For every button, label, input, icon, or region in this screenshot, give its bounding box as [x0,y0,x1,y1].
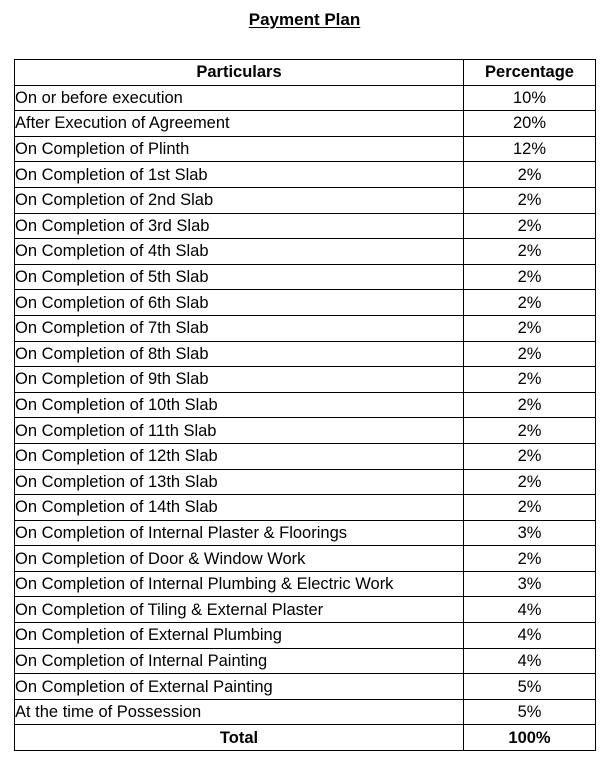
percentage-cell: 2% [464,315,596,341]
particular-cell: On Completion of Door & Window Work [15,546,464,572]
particular-cell: On Completion of 12th Slab [15,443,464,469]
percentage-cell: 2% [464,264,596,290]
table-row [15,264,596,290]
table-row [15,111,596,137]
particular-cell: On Completion of External Painting [15,674,464,700]
particular-cell: On Completion of Tiling & External Plaster [15,597,464,623]
table-row [15,290,596,316]
percentage-cell: 2% [464,469,596,495]
percentage-cell: 5% [464,699,596,725]
table-header-row [15,60,596,86]
percentage-cell: 2% [464,162,596,188]
table-row [15,239,596,265]
percentage-cell: 2% [464,392,596,418]
particular-cell: On Completion of 14th Slab [15,495,464,521]
total-percentage: 100% [464,725,596,751]
percentage-cell: 12% [464,136,596,162]
table-row [15,418,596,444]
table-row [15,623,596,649]
particular-cell: On Completion of 3rd Slab [15,213,464,239]
particular-cell: On Completion of Plinth [15,136,464,162]
table-row [15,367,596,393]
table-row [15,136,596,162]
particular-cell: On or before execution [15,85,464,111]
total-label: Total [15,725,464,751]
particular-cell: On Completion of 2nd Slab [15,187,464,213]
particular-cell: After Execution of Agreement [15,111,464,137]
particular-cell: On Completion of 13th Slab [15,469,464,495]
particular-cell: On Completion of External Plumbing [15,623,464,649]
payment-plan-table [14,59,596,751]
table-row [15,443,596,469]
header-particulars: Particulars [15,60,464,86]
percentage-cell: 2% [464,443,596,469]
particular-cell: On Completion of 7th Slab [15,315,464,341]
percentage-cell: 2% [464,367,596,393]
percentage-cell: 2% [464,546,596,572]
percentage-cell: 4% [464,623,596,649]
table-row [15,213,596,239]
table-row [15,495,596,521]
percentage-cell: 3% [464,520,596,546]
percentage-cell: 2% [464,213,596,239]
table-row [15,162,596,188]
table-row [15,392,596,418]
table-row [15,571,596,597]
table-row [15,699,596,725]
table-row [15,341,596,367]
percentage-cell: 5% [464,674,596,700]
percentage-cell: 10% [464,85,596,111]
percentage-cell: 2% [464,495,596,521]
table-row [15,648,596,674]
table-row [15,597,596,623]
particular-cell: On Completion of 10th Slab [15,392,464,418]
percentage-cell: 2% [464,341,596,367]
table-row [15,315,596,341]
percentage-cell: 2% [464,290,596,316]
percentage-cell: 2% [464,418,596,444]
header-percentage: Percentage [464,60,596,86]
table-body [15,85,596,725]
particular-cell: On Completion of 4th Slab [15,239,464,265]
particular-cell: On Completion of 1st Slab [15,162,464,188]
percentage-cell: 20% [464,111,596,137]
table-row [15,85,596,111]
total-row [15,725,596,751]
particular-cell: On Completion of 8th Slab [15,341,464,367]
table-row [15,187,596,213]
particular-cell: On Completion of 5th Slab [15,264,464,290]
table-row [15,546,596,572]
percentage-cell: 2% [464,187,596,213]
percentage-cell: 4% [464,597,596,623]
table-row [15,469,596,495]
page-title-text: Payment Plan [248,10,361,29]
particular-cell: On Completion of Internal Plumbing & Electric Work [15,571,464,597]
percentage-cell: 2% [464,239,596,265]
percentage-cell: 3% [464,571,596,597]
particular-cell: At the time of Possession [15,699,464,725]
particular-cell: On Completion of 6th Slab [15,290,464,316]
page-title [0,9,609,31]
table-row [15,674,596,700]
particular-cell: On Completion of 9th Slab [15,367,464,393]
particular-cell: On Completion of Internal Painting [15,648,464,674]
table-row [15,520,596,546]
percentage-cell: 4% [464,648,596,674]
particular-cell: On Completion of Internal Plaster & Floorings [15,520,464,546]
particular-cell: On Completion of 11th Slab [15,418,464,444]
